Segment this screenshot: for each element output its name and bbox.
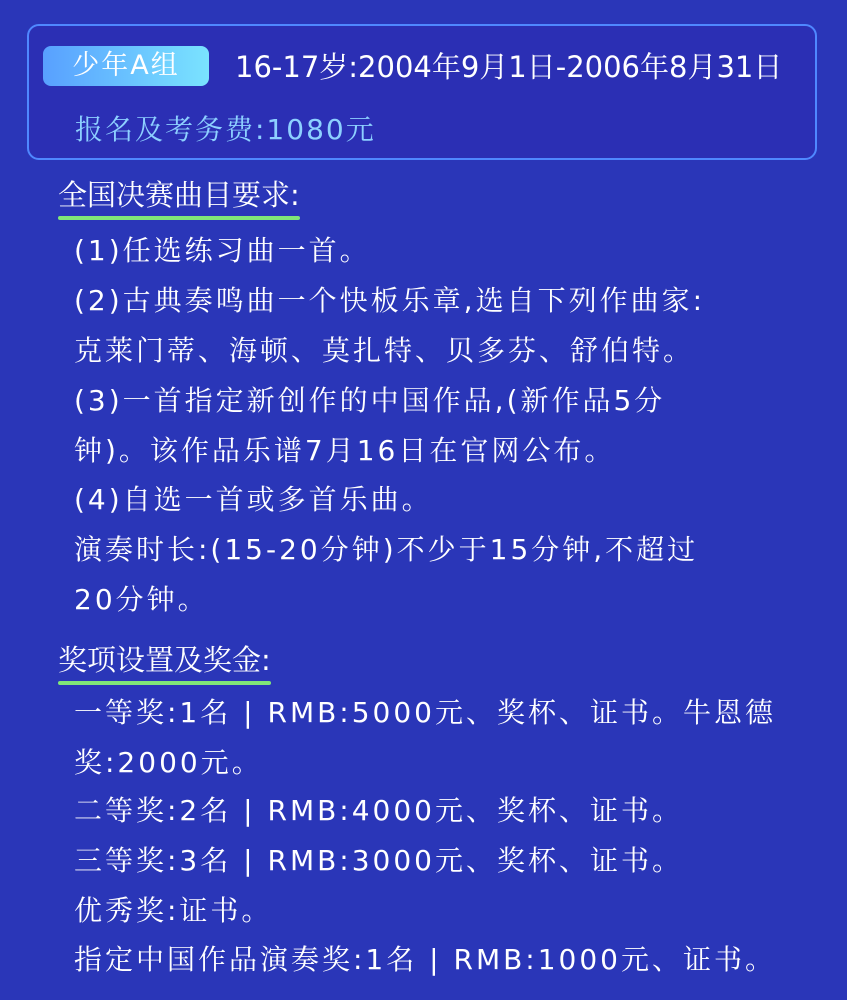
awards-line-4: 三等奖:3名 | RMB:3000元、奖杯、证书。 bbox=[74, 844, 683, 877]
repertoire-section-title: 全国决赛曲目要求: bbox=[58, 178, 300, 212]
awards-section-title: 奖项设置及奖金: bbox=[58, 643, 271, 677]
repertoire-line-4: (3)一首指定新创作的中国作品,(新作品5分 bbox=[74, 384, 666, 417]
awards-line-6: 指定中国作品演奏奖:1名 | RMB:1000元、证书。 bbox=[74, 943, 776, 976]
repertoire-line-1: (1)任选练习曲一首。 bbox=[74, 234, 371, 267]
group-badge: 少年A组 bbox=[43, 46, 209, 86]
repertoire-line-8: 20分钟。 bbox=[74, 583, 209, 616]
repertoire-line-2: (2)古典奏鸣曲一个快板乐章,选自下列作曲家: bbox=[74, 284, 705, 317]
group-info-card bbox=[27, 24, 817, 160]
registration-fee-text: 报名及考务费:1080元 bbox=[75, 113, 376, 146]
repertoire-line-6: (4)自选一首或多首乐曲。 bbox=[74, 483, 433, 516]
repertoire-line-3: 克莱门蒂、海顿、莫扎特、贝多芬、舒伯特。 bbox=[74, 334, 695, 367]
awards-line-3: 二等奖:2名 | RMB:4000元、奖杯、证书。 bbox=[74, 794, 683, 827]
age-range-text: 16-17岁:2004年9月1日-2006年8月31日 bbox=[235, 50, 783, 84]
awards-line-5: 优秀奖:证书。 bbox=[74, 894, 273, 927]
repertoire-line-5: 钟)。该作品乐谱7月16日在官网公布。 bbox=[74, 434, 616, 467]
awards-line-2: 奖:2000元。 bbox=[74, 746, 263, 779]
repertoire-line-7: 演奏时长:(15-20分钟)不少于15分钟,不超过 bbox=[74, 533, 699, 566]
awards-line-1: 一等奖:1名 | RMB:5000元、奖杯、证书。牛恩德 bbox=[74, 696, 776, 729]
